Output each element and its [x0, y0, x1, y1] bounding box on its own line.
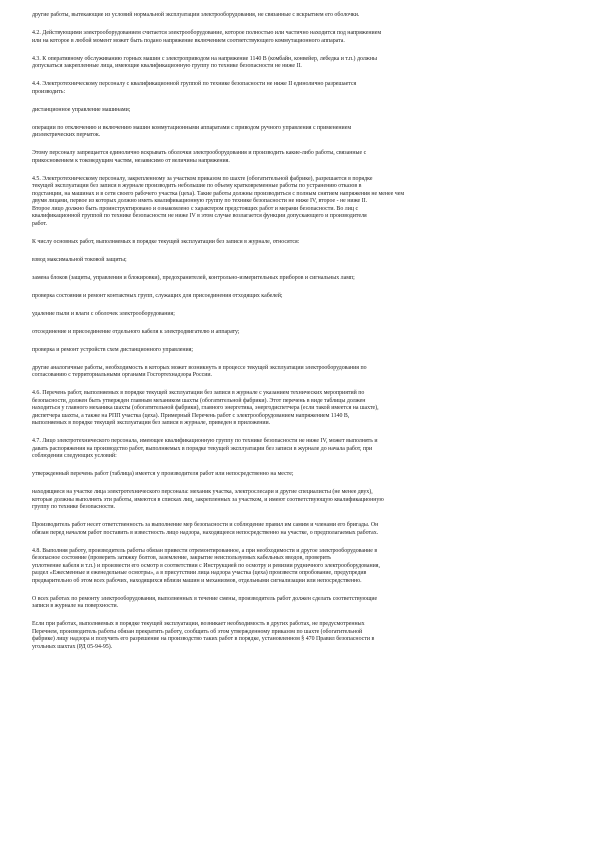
text-line: замена блоков (защиты, управления и блокировки), предохранителей, контрольно-измерительных приборов и сигнальных ламп; — [32, 274, 355, 281]
paragraph — [32, 522, 557, 537]
text-line: квалификационной группой по технике безопасности не ниже IV в этом случае возлагается функции допускающего и производителя — [32, 213, 367, 219]
text-line: безопасности, должен быть утвержден главным механиком шахты (обогатительной фабрики). Этот перечень в виде таблицы должен — [32, 397, 366, 404]
text-line: группу по технике безопасности. — [32, 504, 115, 510]
paragraph — [32, 621, 557, 651]
paragraph — [32, 239, 557, 247]
paragraph — [32, 56, 557, 71]
text-line: двумя лицами, первое из которых должно иметь квалификационную группу по технике безопасности не ниже IV, второе - не ниже II. — [32, 198, 368, 204]
text-line: 4.3. К оперативному обслуживанию горных машин с электроприводом на напряжение 1140 В (комбайн, конвейер, лебедка и т.п.) должны — [32, 55, 377, 62]
text-line: 4.5. Электротехническому персоналу, закрепленному за участком приказом по шахте (обогатительной фабрике), разрешается в порядке — [32, 175, 373, 182]
text-line: дистанционное управление машинами; — [32, 106, 131, 113]
text-line: операции по отключению и включению машин коммутационными аппаратами с приводом ручного управления с применением — [32, 124, 352, 131]
text-line: давать распоряжения на производство работ, выполняемых в порядке текущей эксплуатации без записи в журнале до начала работ, при — [32, 445, 373, 452]
text-line: удаление пыли и влаги с оболочек электрооборудования; — [32, 310, 175, 317]
text-line: находиться у главного механика шахты (обогатительной фабрики), главного энергетика, энергодиспетчера (если такой имеется на шахте), — [32, 405, 379, 411]
text-line: выполняемых в порядке текущей эксплуатации без записи в журнале, приведен в приложении. — [32, 420, 271, 426]
text-line: 4.7. Лицо электротехнического персонала, имеющее квалификационную группу по технике безопасности не ниже IV, может выполнять и — [32, 438, 378, 444]
paragraph — [32, 150, 557, 165]
text-line: Второе лицо должно быть проинструктировано и ознакомлено с характером предстоящих работ и мерами безопасности. Во лиц с — [32, 205, 359, 212]
paragraph — [32, 471, 557, 479]
text-line: 4.6. Перечень работ, выполняемых в порядке текущей эксплуатации без записи в журнале с указанием технических мероприятий по — [32, 390, 365, 396]
text-line: проверка состояния и ремонт контактных групп, служащих для присоединения отходящих кабелей; — [32, 292, 283, 299]
text-line: допускаться закрепленные лица, имеющие квалификационную группу по технике безопасности не ниже II. — [32, 63, 302, 69]
text-line: угольных шахтах (РД 05-94-95). — [32, 643, 113, 650]
paragraph — [32, 365, 557, 380]
text-line: диспетчера шахты, а также на РПП участка (цеха). Примерный Перечень работ с электрооборудованием напряжением 1140 В, — [32, 412, 350, 419]
text-line: 4.8. Выполняя работу, производитель работы обязан привести отремонтированное, а при необходимости и другое электрооборудование в — [32, 547, 378, 554]
text-line: находящиеся на участке лица электротехнического персонала: механик участка, электрослесари и другие специалисты (не менее двух), — [32, 489, 373, 495]
paragraph — [32, 12, 557, 20]
text-line: прикосновением к токоведущим частям, независимо от величины напряжения. — [32, 157, 230, 164]
text-line: уплотнение кабеля и т.п.) и произвести его осмотр в соответствии с Инструкцией по осмотру и ревизии рудничного электрооборудования, — [32, 562, 380, 569]
text-line: К числу основных работ, выполняемых в порядке текущей эксплуатации без записи в журнале, относятся: — [32, 238, 300, 245]
paragraph — [32, 438, 557, 461]
text-line: проверка и ремонт устройств схем дистанционного управления; — [32, 346, 194, 353]
text-line: фабрике) лицу надзора и получить его разрешение на производство таких работ в порядке, установленном § 470 Правил безопасности в — [32, 636, 375, 642]
paragraph — [32, 81, 557, 96]
text-line: Этому персоналу запрещается единолично вскрывать оболочки электрооборудования и производить какие-либо работы, связанные с — [32, 150, 367, 156]
paragraph — [32, 329, 557, 337]
text-line: Производитель работ несет ответственность за выполнение мер безопасности и соблюдение правил им самим и членами его бригады. Он — [32, 522, 379, 528]
text-line: другие работы, вытекающие из условий нормальной эксплуатации электрооборудования, не связанные с вскрытием его оболочки. — [32, 12, 360, 18]
text-line: предварительно об этом всех рабочих, находящихся вблизи машин и механизмов, отдельными сигнализации или непосредственно. — [32, 577, 362, 584]
text-line: О всех работах по ремонту электрооборудования, выполненных в течение смены, производитель работ должен сделать соответствующие — [32, 595, 378, 602]
text-line: текущей эксплуатации без записи в журнале производить небольшие по объему кратковременные работы по устранению отказов в — [32, 183, 362, 189]
text-line: работ. — [32, 220, 48, 227]
text-line: утвержденный перечень работ (таблица) имеется у производителя работ или непосредственно на месте; — [32, 471, 294, 477]
paragraph — [32, 311, 557, 319]
text-line: согласованию с территориальными органами Госгортехнадзора России. — [32, 372, 213, 378]
text-line: диэлектрических перчаток. — [32, 132, 101, 138]
paragraph — [32, 548, 557, 586]
text-line: безопасное состояние (проверить затяжку болтов, заземление, закрытие неиспользуемых кабельных вводов, проверить — [32, 555, 331, 561]
paragraph — [32, 107, 557, 115]
text-line: отсоединение и присоединение отдельного кабеля к электродвигателю и аппарату; — [32, 328, 240, 335]
text-line: раздел «Ежесменные и еженедельные осмотры», а в присутствии лица надзора участка (цеха) произвести опробование, предупредив — [32, 570, 367, 576]
paragraph — [32, 176, 557, 229]
text-line: другие аналогичные работы, необходимость в которых может возникнуть в процессе текущей эксплуатации электрооборудования по — [32, 364, 367, 371]
text-line: записи в журнале на поверхности. — [32, 603, 119, 609]
text-line: 4.4. Электротехническому персоналу с квалификационной группой по технике безопасности не ниже II единолично разрешается — [32, 81, 357, 87]
paragraph — [32, 293, 557, 301]
text-line: производить: — [32, 88, 66, 95]
text-line: или на которое в любой момент может быть подано напряжение включением соответствующего коммутационного аппарата. — [32, 37, 345, 44]
text-line: которые должны выполнять эти работы, имеются в списках лиц, закрепленных за участком, и имеют соответствующую квалификационную — [32, 496, 384, 503]
text-line: взвод максимальной токовой защиты; — [32, 256, 127, 263]
paragraph — [32, 596, 557, 611]
text-line: Перечнем, производитель работы обязан прекратить работу, сообщить об этом утвержденному приказом по шахте (обогатительной — [32, 628, 363, 635]
paragraph — [32, 489, 557, 512]
paragraph — [32, 30, 557, 45]
paragraph — [32, 125, 557, 140]
text-line: Если при работах, выполняемых в порядке текущей эксплуатации, возникает необходимость в других работах, не предусмотренных — [32, 621, 365, 627]
text-line: 4.2. Действующими электрооборудованием считается электрооборудование, которое полностью или частично находится под напряжением — [32, 30, 382, 36]
text-line: обязан перед началом работ поставить в известность лицо надзора, находящееся непосредственно на участке, о предполагаемых работах. — [32, 529, 379, 536]
paragraph — [32, 390, 557, 428]
paragraph — [32, 347, 557, 355]
text-line: соблюдении следующих условий: — [32, 453, 117, 459]
paragraph — [32, 257, 557, 265]
text-line: подстанции, на машинах и в сети своего рабочего участка (цеха). Такие работы должны производиться с полным снятием напряжения не менее чем — [32, 190, 405, 197]
paragraph — [32, 275, 557, 283]
